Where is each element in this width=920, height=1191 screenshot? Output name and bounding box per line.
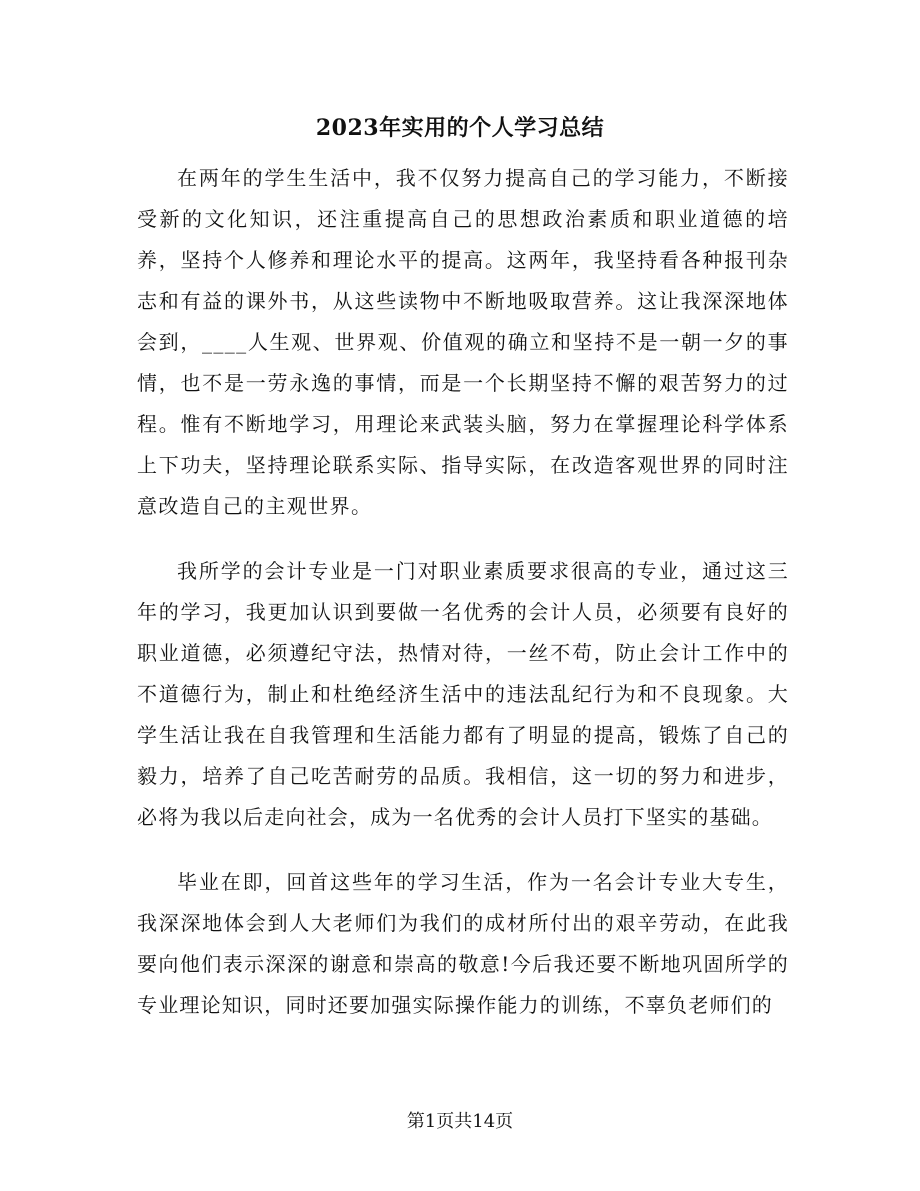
paragraph-1: 在两年的学生生活中，我不仅努力提高自己的学习能力，不断接受新的文化知识，还注重提高自己的思想政治素质和职业道德的培养，坚持个人修养和理论水平的提高。这两年，我坚持看各种报刊杂志和有益的课外书，从这些读物中不断地吸取营养。这让我深深地体会到，____人生观、世界观、价值观的确立和坚持不是一朝一夕的事情，也不是一劳永逸的事情，而是一个长期坚持不懈的艰苦努力的过程。惟有不断地学习，用理论来武装头脑，努力在掌握理论科学体系上下功夫，坚持理论联系实际、指导实际，在改造客观世界的同时注意改造自己的主观世界。 <box>137 166 789 518</box>
paragraph-2: 我所学的会计专业是一门对职业素质要求很高的专业，通过这三年的学习，我更加认识到要做一名优秀的会计人员，必须要有良好的职业道德，必须遵纪守法，热情对待，一丝不苟，防止会计工作中的不道德行为，制止和杜绝经济生活中的违法乱纪行为和不良现象。大学生活让我在自我管理和生活能力都有了明显的提高，锻炼了自己的毅力，培养了自己吃苦耐劳的品质。我相信，这一切的努力和进步，必将为我以后走向社会，成为一名优秀的会计人员打下坚实的基础。 <box>137 559 789 829</box>
paragraph-3: 毕业在即，回首这些年的学习生活，作为一名会计专业大专生，我深深地体会到人大老师们为我们的成材所付出的艰辛劳动，在此我要向他们表示深深的谢意和崇高的敬意!今后我还要不断地巩固所学的专业理论知识，同时还要加强实际操作能力的训练，不辜负老师们的 <box>137 870 789 1017</box>
document-title: 2023年实用的个人学习总结 <box>315 115 605 141</box>
document-body <box>137 158 789 1050</box>
page-number-footer: 第1页共14页 <box>406 1111 514 1132</box>
